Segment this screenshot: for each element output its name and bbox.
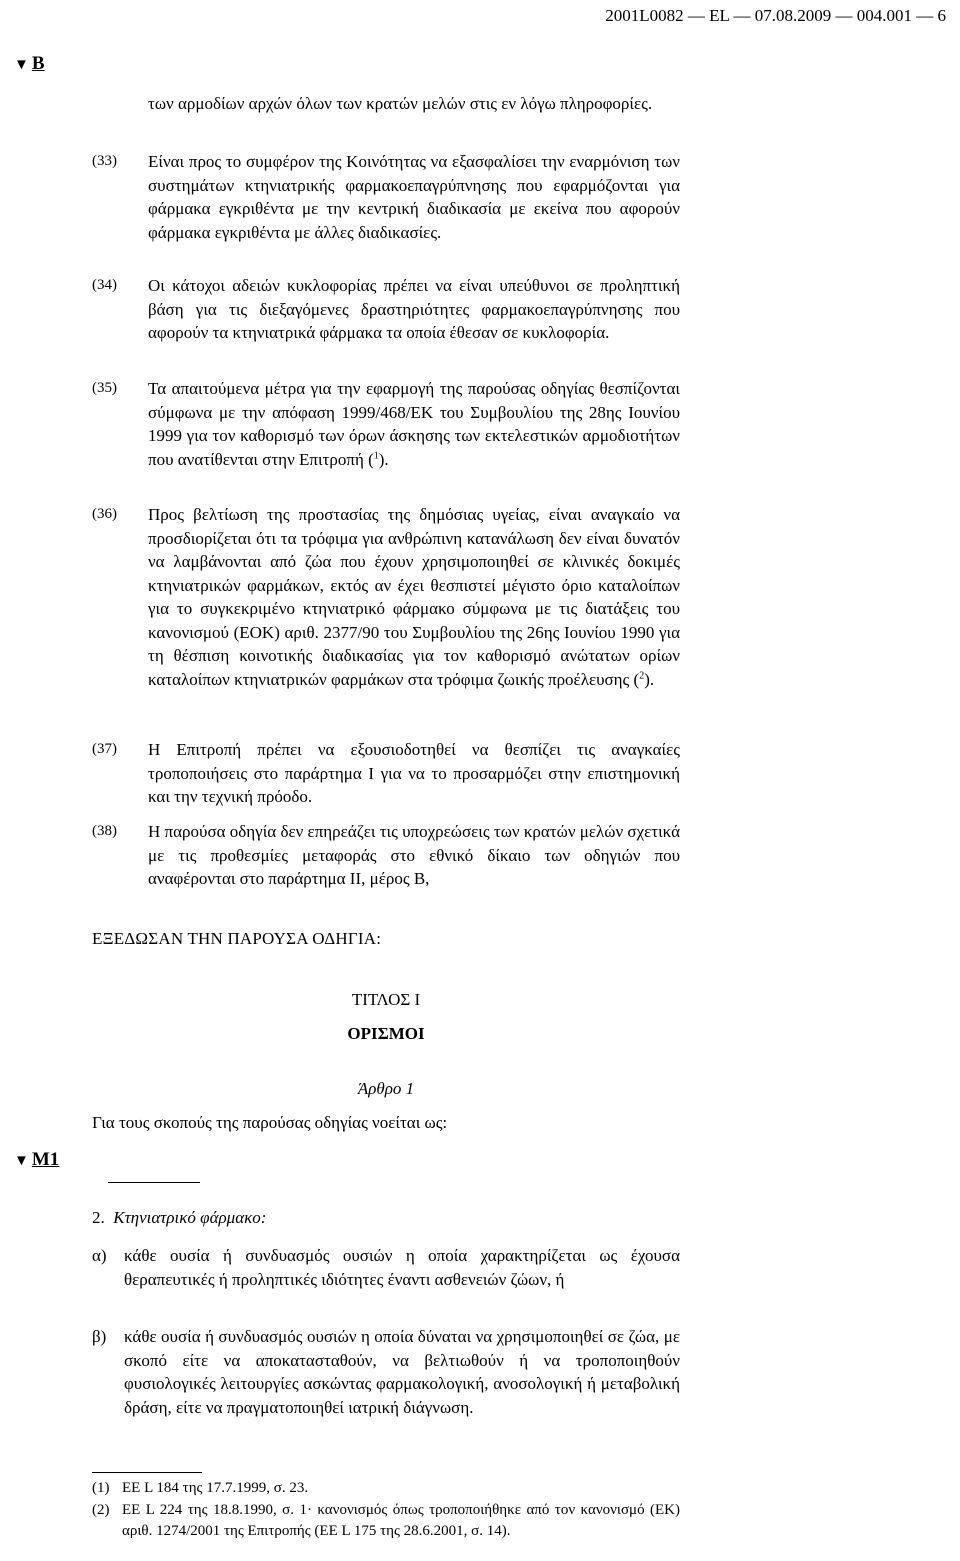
recital-number: (35) (92, 380, 117, 396)
footnote-label: (2) (92, 1502, 110, 1518)
recital-text: Προς βελτίωση της προστασίας της δημόσιας υγείας, είναι αναγκαίο να προσδιορίζεται ότι τα τρόφιμα για ανθρώπινη κατανάλωση δεν είναι δυνατόν να λαμβάνονται από ζώα που έχουν χρησιμοποιηθεί σε κλινικές δοκιμές κτηνιατρικών φαρμάκων, εκτός αν έχει θεσπιστεί μέγιστο όριο καταλοίπων για το συγκεκριμένο κτηνιατρικό φάρμακο σύμφωνα με τις διατάξεις του κανονισμού (ΕΟΚ) αριθ. 2377/90 του Συμβουλίου της 26ης Ιουνίου 1990 για τη θέσπιση κοινοτικής διαδικασίας για τον καθορισμό ανώτατων ορίων καταλοίπων κτηνιατρικών φαρμάκων στα τρόφιμα ζωικής προέλευσης ($^2$). (148, 505, 680, 689)
item-text: κάθε ουσία ή συνδυασμός ουσιών η οποία χαρακτηρίζεται ως έχουσα θεραπευτικές ή προληπτικές ιδιότητες έναντι ασθενειών ζώων, ή (124, 1246, 680, 1289)
recital-body: Τα απαιτούμενα μέτρα για την εφαρμογή της παρούσας οδηγίας θεσπίζονται σύμφωνα με την απόφαση 1999/468/ΕΚ του Συμβουλίου της 28ης Ιουνίου 1999 για τον καθορισμό των όρων άσκησης των εκτελεστικών αρμοδιοτήτων που ανατίθενται στην Επιτροπή (148, 379, 680, 469)
title-number: ΤΙΤΛΟΣ I (351, 990, 421, 1009)
recital-number: (38) (92, 823, 117, 839)
enacting-formula: ΕΞΕΔΩΣΑΝ ΤΗΝ ΠΑΡΟΥΣΑ ΟΔΗΓΙΑ: (92, 929, 382, 948)
recital-number: (36) (92, 506, 117, 522)
amendment-marker-b[interactable] (14, 52, 45, 78)
item-text: κάθε ουσία ή συνδυασμός ουσιών η οποία δύναται να χρησιμοποιηθεί σε ζώα, με σκοπό είτε να αποκατασταθούν, να βελτιωθούν ή να τροποποιηθούν φυσιολογικές λειτουργίες ασκώντας φαρμακολογική, ανοσολογική ή μεταβολική δράση, είτε να πραγματοποιηθεί ιατρική διάγνωση. (124, 1327, 680, 1417)
footnote-label: (1) (92, 1480, 110, 1496)
recital-tail: ). (644, 669, 655, 689)
footnote-text: ΕΕ L 184 της 17.7.1999, σ. 23. (122, 1480, 309, 1496)
definition-item-b (92, 1325, 680, 1419)
footnote-2 (92, 1500, 680, 1542)
intro-continuation: των αρμοδίων αρχών όλων των κρατών μελών στις εν λόγω πληροφορίες. (148, 94, 653, 113)
footnote-divider (92, 1472, 202, 1473)
definition-number: 2. (92, 1208, 105, 1227)
footnote-ref[interactable]: 2 (639, 669, 645, 681)
definition-heading (92, 1206, 680, 1230)
amendment-marker-m1[interactable] (14, 1148, 59, 1174)
recital-number: (37) (92, 741, 117, 757)
recital-38 (92, 820, 680, 891)
omission-divider (108, 1182, 200, 1183)
recital-text: Είναι προς το συμφέρον της Κοινότητας να εξασφαλίσει την εναρμόνιση των συστημάτων κτηνιατρικής φαρμακοεπαγρύπνησης που εφαρμόζονται για φάρμακα εγκριθέντα με την κεντρική διαδικασία με εκείνα που αφορούν φάρμακα εγκριθέντα με άλλες διαδικασίες. (148, 152, 680, 242)
recital-text: Η Επιτροπή πρέπει να εξουσιοδοτηθεί να θεσπίζει τις αναγκαίες τροποποιήσεις στο παράρτημα I για να το προσαρμόζει στην επιστημονική και την τεχνική πρόοδο. (148, 740, 680, 806)
footnote-ref[interactable]: 1 (373, 449, 379, 461)
definition-item-a (92, 1244, 680, 1291)
footnote-1 (92, 1478, 680, 1499)
triangle-down-icon: ▼ (14, 57, 29, 73)
title-heading: ΟΡΙΣΜΟΙ (347, 1024, 425, 1043)
recital-tail: ). (378, 449, 389, 469)
article-heading: Άρθρο 1 (357, 1079, 415, 1098)
item-label: β) (92, 1327, 107, 1346)
marker-label: M1 (31, 1149, 60, 1170)
recital-number: (34) (92, 277, 117, 293)
recital-text: Η παρούσα οδηγία δεν επηρεάζει τις υποχρεώσεις των κρατών μελών σχετικά με τις προθεσμίες μεταφοράς στο εθνικό δίκαιο των οδηγιών που αναφέρονται στο παράρτημα II, μέρος Β, (148, 822, 680, 888)
definition-term: Κτηνιατρικό φάρμακο: (113, 1208, 267, 1227)
recital-number: (33) (92, 153, 117, 169)
recital-body: Προς βελτίωση της προστασίας της δημόσιας υγείας, είναι αναγκαίο να προσδιορίζεται ότι τα τρόφιμα για ανθρώπινη κατανάλωση δεν είναι δυνατόν να λαμβάνονται από ζώα που έχουν χρησιμοποιηθεί σε κλινικές δοκιμές κτηνιατρικών φαρμάκων, εκτός αν έχει θεσπιστεί μέγιστο όριο καταλοίπων για το συγκεκριμένο κτηνιατρικό φάρμακο σύμφωνα με τις διατάξεις του κανονισμού (ΕΟΚ) αριθ. 2377/90 του Συμβουλίου της 26ης Ιουνίου 1990 για τη θέσπιση κοινοτικής διαδικασίας για τον καθορισμό ανώτατων ορίων καταλοίπων κτηνιατρικών φαρμάκων στα τρόφιμα ζωικής προέλευσης (148, 505, 680, 689)
item-label: α) (92, 1246, 107, 1265)
recital-34 (92, 274, 680, 345)
article-intro: Για τους σκοπούς της παρούσας οδηγίας νοείται ως: (92, 1113, 448, 1132)
recital-35 (92, 377, 680, 471)
recital-33 (92, 150, 680, 244)
footnote-text: ΕΕ L 224 της 18.8.1990, σ. 1· κανονισμός όπως τροποποιήθηκε από τον κανονισμό (ΕΚ) αριθ. 1274/2001 της Επιτροπής (ΕΕ L 175 της 28.6.2001, σ. 14). (122, 1502, 680, 1539)
recital-36 (92, 503, 680, 691)
recital-37 (92, 738, 680, 809)
recital-text: Τα απαιτούμενα μέτρα για την εφαρμογή της παρούσας οδηγίας θεσπίζονται σύμφωνα με την απόφαση 1999/468/ΕΚ του Συμβουλίου της 28ης Ιουνίου 1999 για τον καθορισμό των όρων άσκησης των εκτελεστικών αρμοδιοτήτων που ανατίθενται στην Επιτροπή ($^1$). (148, 379, 680, 469)
marker-label: B (31, 53, 45, 74)
recital-text: Οι κάτοχοι αδειών κυκλοφορίας πρέπει να είναι υπεύθυνοι σε προληπτική βάση για τις διεξαγόμενες δραστηριότητες φαρμακοεπαγρύπνησης που αφορούν τα κτηνιατρικά φάρμακα τα οποία έθεσαν σε κυκλοφορία. (148, 276, 680, 342)
triangle-down-icon: ▼ (14, 1153, 29, 1169)
page-header: 2001L0082 — EL — 07.08.2009 — 004.001 — 6 (605, 6, 946, 25)
